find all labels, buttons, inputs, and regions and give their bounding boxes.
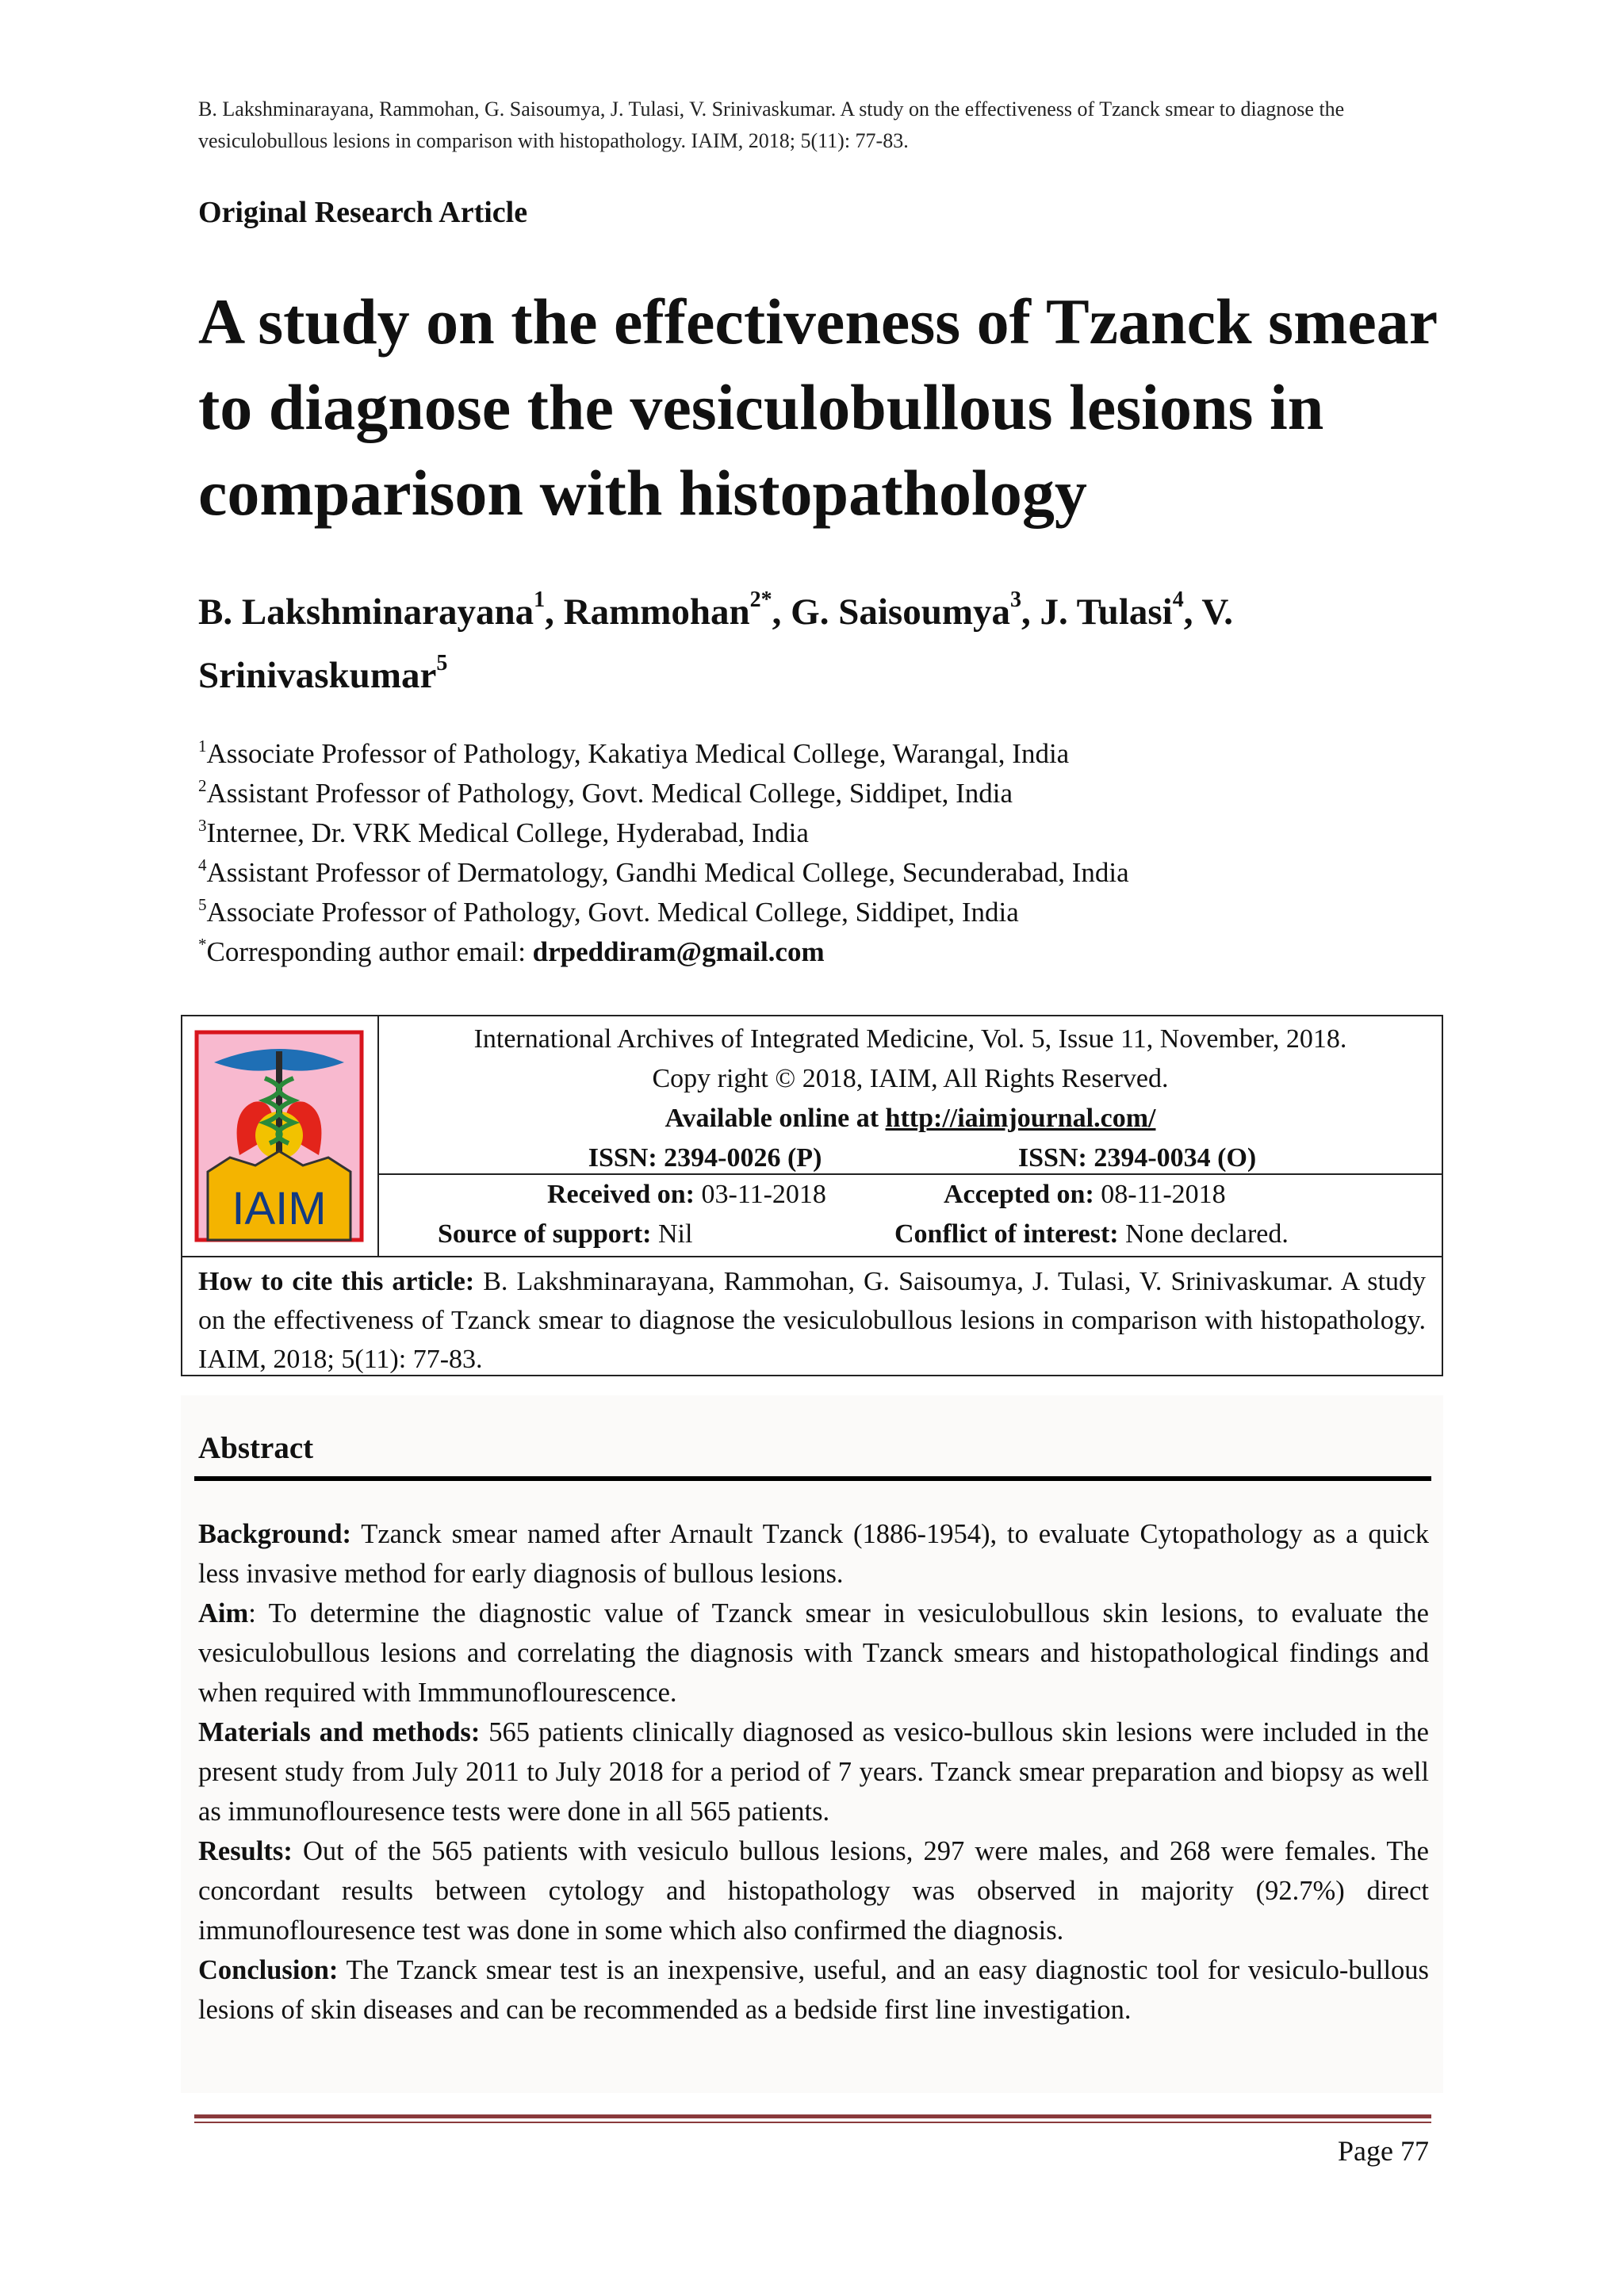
author-affiliation-mark: 5	[436, 651, 448, 675]
author[interactable]: V. Srinivaskumar	[198, 591, 1234, 696]
author-affiliation-mark: 2*	[749, 587, 772, 612]
abstract-conclusion-section: Conclusion: The Tzanck smear test is an inexpensive, useful, and an easy diagnostic tool for vesiculo-bullous lesions of skin diseases and can be recommended as a bedside first line investigation.	[198, 1955, 1429, 2025]
footer-divider-thin	[194, 2122, 1431, 2123]
footer-divider	[194, 2114, 1431, 2118]
running-citation: B. Lakshminarayana, Rammohan, G. Saisoumya, J. Tulasi, V. Srinivaskumar. A study on the effectiveness of Tzanck smear to diagnose the vesiculobullous lesions in comparison with histopathology. IAIM, 2018; 5(11): 77-83.	[198, 98, 1345, 152]
affiliation-item: $^2$Assistant Professor of Pathology, Govt. Medical College, Siddipet, India	[198, 776, 1013, 809]
journal-info-box	[181, 1015, 1443, 1376]
journal-info-cell	[379, 1016, 1442, 1256]
affiliation-item: $^5$Associate Professor of Pathology, Govt. Medical College, Siddipet, India	[198, 895, 1019, 928]
issn-print: ISSN: 2394-0026 (P)	[588, 1143, 822, 1173]
abstract-aim-section: Aim: To determine the diagnostic value of Tzanck smear in vesiculobullous skin lesions, to evaluate the vesiculobullous lesions and correlating the diagnosis with Tzanck smears and histopathological findings and when required with Immmunoflourescence.	[198, 1598, 1429, 1708]
abstract-divider	[194, 1476, 1431, 1481]
abstract-heading: Abstract	[198, 1431, 314, 1465]
journal-url-link[interactable]: http://iaimjournal.com/	[885, 1104, 1156, 1133]
corresponding-email-link[interactable]: drpeddiram@gmail.com	[532, 936, 825, 967]
affiliation-list	[198, 734, 1435, 972]
abstract-background-section: Background: Tzanck smear named after Arnault Tzanck (1886-1954), to evaluate Cytopathology as a quick less invasive method for early diagnosis of bullous lesions.	[198, 1519, 1429, 1589]
author-affiliation-mark: 1	[534, 587, 546, 612]
page-number: Page 77	[1338, 2135, 1429, 2167]
article-dates	[379, 1175, 1442, 1256]
accepted-date: Accepted on: 08-11-2018	[944, 1180, 1226, 1209]
received-date: Received on: 03-11-2018	[547, 1180, 826, 1209]
author-affiliation-mark: 4	[1172, 587, 1184, 612]
article-title: A study on the effectiveness of Tzanck smear to diagnose the vesiculobullous lesions in comparison with histopathology	[198, 285, 1437, 529]
how-to-cite: How to cite this article: B. Lakshminarayana, Rammohan, G. Saisoumya, J. Tulasi, V. Srinivaskumar. A study on the effectiveness of Tzanck smear to diagnose the vesiculobullous lesions in comparison with histopathology. IAIM, 2018; 5(11): 77-83.	[182, 1256, 1442, 1376]
journal-publication-info	[379, 1016, 1442, 1175]
author-affiliation-mark: 3	[1010, 587, 1021, 612]
affiliation-item: $^3$Internee, Dr. VRK Medical College, Hyderabad, India	[198, 816, 809, 848]
abstract-methods-section: Materials and methods: 565 patients clinically diagnosed as vesico-bullous skin lesions were included in the present study from July 2011 to July 2018 for a period of 7 years. Tzanck smear preparation and biopsy as well as immunoflouresence tests were done in all 565 patients.	[198, 1717, 1429, 1827]
journal-volume-line: International Archives of Integrated Medicine, Vol. 5, Issue 11, November, 2018.	[473, 1024, 1347, 1054]
affiliation-item: $^1$Associate Professor of Pathology, Kakatiya Medical College, Warangal, India	[198, 737, 1070, 769]
journal-logo-cell	[182, 1016, 379, 1256]
source-of-support: Source of support: Nil	[438, 1219, 693, 1249]
affiliation-item: $^4$Assistant Professor of Dermatology, Gandhi Medical College, Secunderabad, India	[198, 855, 1129, 888]
author[interactable]: Rammohan	[563, 591, 750, 633]
available-online-line: Available online at http://iaimjournal.com/	[665, 1104, 1156, 1133]
author-list: B. Lakshminarayana$^1$, Rammohan$^{2*}$, G. Saisoumya$^3$, J. Tulasi$^4$, V. Srinivaskumar$^5$	[198, 587, 1234, 696]
article-type: Original Research Article	[198, 196, 528, 229]
abstract-results-section: Results: Out of the 565 patients with vesiculo bullous lesions, 297 were males, and 268 were females. The concordant results between cytology and histopathology was observed in majority (92.7%) direct immunoflouresence test was done in some which also confirmed the diagnosis.	[198, 1836, 1429, 1946]
issn-row	[379, 1138, 1442, 1178]
author[interactable]: G. Saisoumya	[791, 591, 1010, 633]
corresponding-author: *Corresponding author email: drpeddiram@gmail.com	[198, 935, 825, 967]
copyright-line: Copy right © 2018, IAIM, All Rights Reserved.	[652, 1064, 1169, 1093]
author[interactable]: B. Lakshminarayana	[198, 591, 534, 633]
logo-wordmark: IAIM	[232, 1183, 327, 1234]
iaim-logo	[182, 1016, 376, 1253]
conflict-of-interest: Conflict of interest: None declared.	[894, 1219, 1289, 1249]
issn-online: ISSN: 2394-0034 (O)	[1017, 1143, 1257, 1173]
abstract-body	[198, 1514, 1429, 2030]
author[interactable]: J. Tulasi	[1040, 591, 1173, 633]
